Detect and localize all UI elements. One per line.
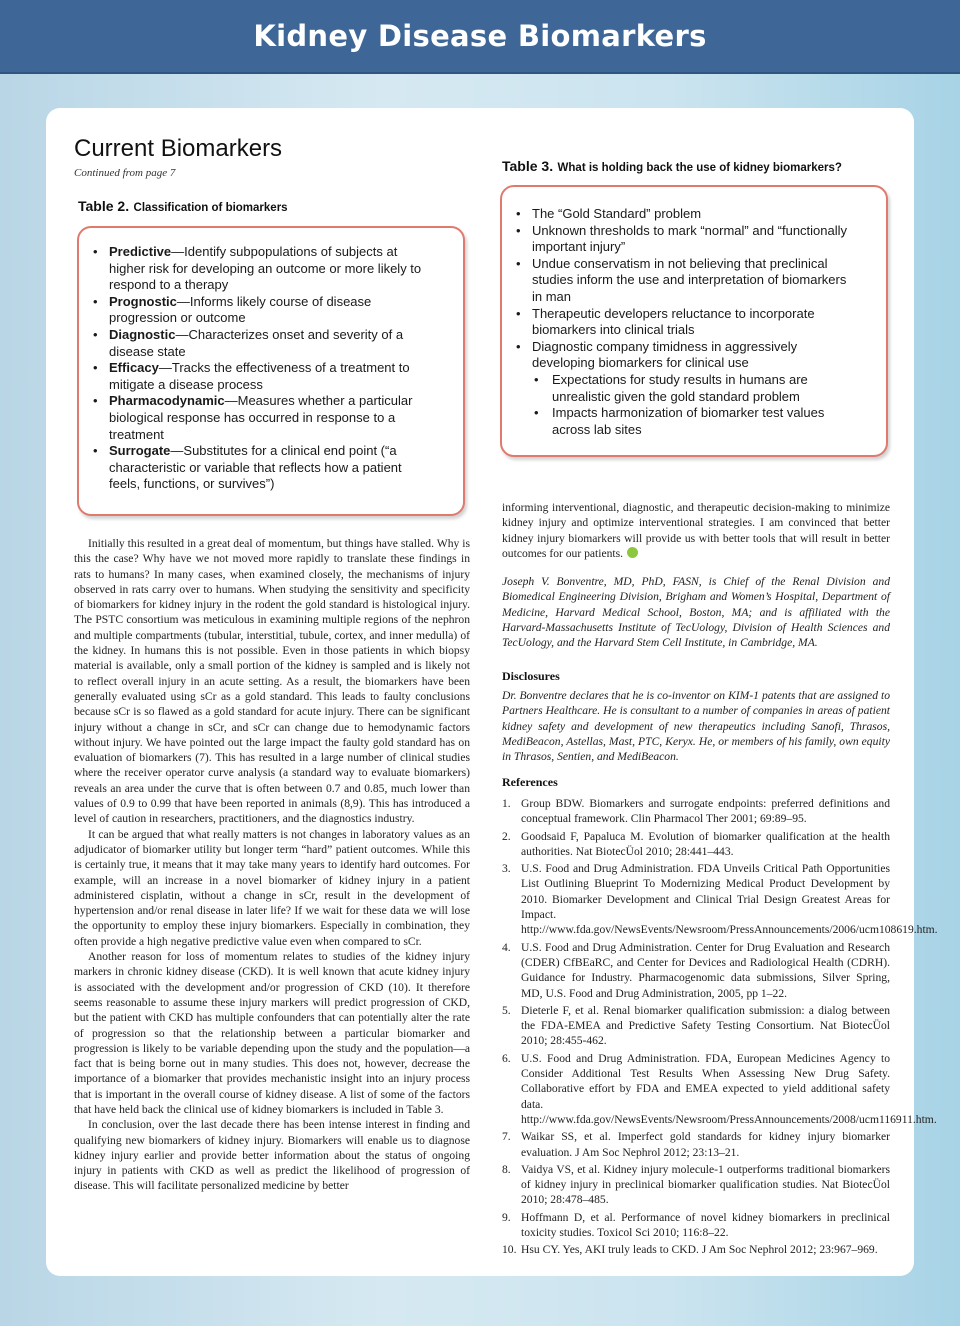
disclosures-heading: Disclosures [502, 669, 560, 683]
disclosures-text: Dr. Bonventre declares that he is co-inventor on KIM-1 patents that are assigned to Partners Healthcare. He is consultant to a number of companies in areas of patient kidney safety and development of new therapeutics including Sanofi, Thrasos, MediBeacon, Astellas, Mast, PTC, Keryx. He, or members of his family, own equity in Thrasos, Sentien, and MediBeacon. [502, 689, 890, 764]
left-body-text [74, 536, 470, 1194]
table2-item: • Predictive—Identify subpopulations of subjects at higher risk for developing an outcome or more likely to respond to a therapy [93, 244, 433, 294]
reference-item: 3. U.S. Food and Drug Administration. FDA Unveils Critical Path Opportunities List Outlining Blueprint To Modernizing Medical Product Development by 2010. Biomarker Development and Clinical Trial Design Greatest Areas for Impact. http://www.fda.gov/NewsEvents/Newsroom/PressAnnouncements/2006/ucm108619.htm. [502, 862, 938, 937]
table3-caption-text: What is holding back the use of kidney biomarkers? [557, 162, 842, 174]
table2-number: Table 2. [78, 198, 130, 214]
table3-item: • Therapeutic developers reluctance to incorporate biomarkers into clinical trials [516, 306, 856, 339]
body-paragraph: It can be argued that what really matters is not changes in laboratory values as an adjudicator of biomarker utility but longer term “hard” patient outcomes. While this is certainly true, it means that it may take many years to identify hard outcomes. For example, will an increase in a novel biomarker of kidney injury in a patient administered cisplatin, without a change in sCr, result in the development of hypertension and/or renal disease in later life? If we wait for these data we will lose the opportunity to employ these injury biomarkers. Especially in combination, they often provide a high negative predictive value even when compared to sCr. [74, 827, 470, 948]
end-mark-icon [627, 547, 638, 558]
reference-item: 8. Vaidya VS, et al. Kidney injury molecule-1 outperforms traditional biomarkers of kidney injury in preclinical biomarker qualification studies. Nat BiotecÜol 2010; 28:478–485. [502, 1162, 890, 1207]
reference-item: 7. Waikar SS, et al. Imperfect gold standards for kidney injury biomarker evaluation. J Am Soc Nephrol 2012; 23:13–21. [502, 1130, 890, 1159]
header-bar [0, 0, 960, 74]
table2-item: • Diagnostic—Characterizes onset and severity of a disease state [93, 327, 433, 360]
table3-number: Table 3. [502, 158, 554, 174]
table2-item: • Pharmacodynamic—Measures whether a particular biological response has occurred in response to a treatment [93, 393, 433, 443]
body-paragraph: Initially this resulted in a great deal of momentum, but things have stalled. Why is this the case? Why have we not moved more rapidly to translate these findings in rats to humans? In many cases, when examined closely, the mechanisms of injury observed in rats carry over to humans. When studying the sensitivity and specificity of biomarkers for kidney injury in the rodent the gold standard is histological injury. The PSTC consortium was meticulous in examining multiple regions of the nephron and multiple compartments (tubular, interstitial, tubule, cortex, and inner medulla) of the kidney. In humans this is not possible. Even in those patients in which biopsy material is available, only a small portion of the kidney is sampled and is likely not to reflect overall injury in an acute setting. As a result, the biomarkers have been generally evaluated using sCr as a gold standard. This leads to faulty conclusions because sCr is so flawed as a gold standard for acute injury. There can be significant injury without a change in sCr, and sCr can change due to hemodynamic factors without injury. We have pointed out the large impact the faulty gold standard has on evaluation of biomarkers (7). This has resulted in a large number of clinical studies where the receiver operator curve analysis (a standard way to evaluate biomarkers) reveals an area under the curve that is often between 0.7 and 0.85, much lower than values of 0.9 to 0.99 that have been reported in animals (8,9). This has introduced a level of caution in researchers, practitioners, and the diagnostics industry. [74, 537, 470, 826]
table2-box [77, 226, 465, 516]
table2-item: • Surrogate—Substitutes for a clinical end point (“a characteristic or variable that reflects how a patient feels, functions, or survives”) [93, 443, 433, 493]
table3-item: • Undue conservatism in not believing that preclinical studies inform the use and interpretation of biomarkers in man [516, 256, 856, 306]
reference-item: 10. Hsu CY. Yes, AKI truly leads to CKD. J Am Soc Nephrol 2012; 23:967–969. [502, 1243, 878, 1257]
page-header-title: Kidney Disease Biomarkers [253, 19, 707, 53]
reference-item: 9. Hoffmann D, et al. Performance of novel kidney biomarkers in preclinical toxicity studies. Toxicol Sci 2010; 116:8–22. [502, 1210, 890, 1240]
table2-item: • Efficacy—Tracks the effectiveness of a treatment to mitigate a disease process [93, 360, 433, 393]
continuation-paragraph: informing interventional, diagnostic, and therapeutic decision-making to minimize kidney injury and optimize interventional strategies. I am convinced that better kidney injury biomarkers will provide us with better tools that will result in better outcomes for our patients. [502, 501, 890, 560]
table3-caption [502, 158, 842, 176]
reference-item: 6. U.S. Food and Drug Administration. FDA, European Medicines Agency to Consider Additional Test Results When Assessing New Drug Safety. Collaborative effort by FDA and EMEA expected to yield additional safety data. http://www.fda.gov/NewsEvents/Newsroom/PressAnnouncements/2008/ucm116911.htm. [502, 1051, 937, 1126]
section-title: Current Biomarkers [74, 135, 283, 162]
table2-caption [78, 198, 288, 216]
table2-item: • Prognostic—Informs likely course of disease progression or outcome [93, 294, 433, 327]
table2-list [93, 244, 433, 493]
reference-item: 1. Group BDW. Biomarkers and surrogate endpoints: preferred definitions and conceptual framework. Clin Pharmacol Ther 2001; 69:89–95. [502, 797, 890, 826]
table3-item: • The “Gold Standard” problem [516, 206, 856, 223]
reference-item: 2. Goodsaid F, Papaluca M. Evolution of biomarker qualification at the health authorities. Nat BiotecÜol 2010; 28:441–443. [502, 829, 890, 858]
table2-caption-text: Classification of biomarkers [133, 202, 288, 214]
table3-item: • Unknown thresholds to mark “normal” and “functionally important injury” [516, 223, 856, 256]
table3-box [500, 185, 888, 457]
body-paragraph: In conclusion, over the last decade there has been intense interest in finding and qualifying new biomarkers of kidney injury. Biomarkers will enable us to diagnose kidney injury earlier and provide better information about the status of ongoing injury in patients with CKD as well as predict the likelihood of progression of disease. This will facilitate personalized medicine by better [74, 1118, 470, 1193]
reference-item: 5. Dieterle F, et al. Renal biomarker qualification submission: a dialog between the FDA-EMEA and Predictive Safety Testing Consortium. Nat BiotecÜol 2010; 28:455-462. [502, 1003, 890, 1048]
article-card [46, 108, 938, 1276]
body-paragraph: Another reason for loss of momentum relates to studies of the kidney injury markers in chronic kidney disease (CKD). It is well known that acute kidney injury is associated with the development and/or progression of CKD (10). It therefore seems reasonable to assume these injury markers will predict progression of CKD, but the patient with CKD has multiple confounders that can potentially alter the rate of progression so that the relationship between a particular biomarker and progression is likely to be variable depending upon the study and the population—a fact that is being borne out in many studies. This does not, however, decrease the importance of a biomarker that provides mechanistic insight into an injury process that is important in the overall course of kidney disease. A list of some of the factors that have held back the clinical use of kidney biomarkers is included in Table 3. [74, 950, 470, 1116]
table3-subitem: • Expectations for study results in humans are unrealistic given the gold standard problem [534, 372, 856, 405]
reference-item: 4. U.S. Food and Drug Administration. Center for Drug Evaluation and Research (CDER) CfBEaRC, and Center for Devices and Radiological Health (CDRH). Guidance for Industry. Pharmacogenomic data submissions, Silver Spring, MD, U.S. Food and Drug Administration, 2005, pp 1–22. [502, 940, 890, 1000]
references-heading: References [502, 775, 558, 789]
continued-note: Continued from page 7 [74, 167, 176, 179]
table3-list [516, 206, 856, 438]
table3-subitem: • Impacts harmonization of biomarker test values across lab sites [534, 405, 856, 438]
author-bio: Joseph V. Bonventre, MD, PhD, FASN, is Chief of the Renal Division and Biomedical Engineering Division, Brigham and Women’s Hospital, Department of Medicine, Harvard Medical School, Boston, MA; and is affiliated with the Harvard-Massachusetts Institute of TecUology, Division of Health Sciences and TecUology, and the Harvard Stem Cell Institute, in Cambridge, MA. [502, 575, 890, 650]
table3-item: • Diagnostic company timidness in aggressively developing biomarkers for clinical use • Expectations for study results in humans are unrealistic given the gold standard problem • Impacts harmonization of biomarker test values across lab sites [516, 339, 856, 439]
references-list [502, 796, 938, 1260]
table3-sublist [534, 372, 856, 438]
